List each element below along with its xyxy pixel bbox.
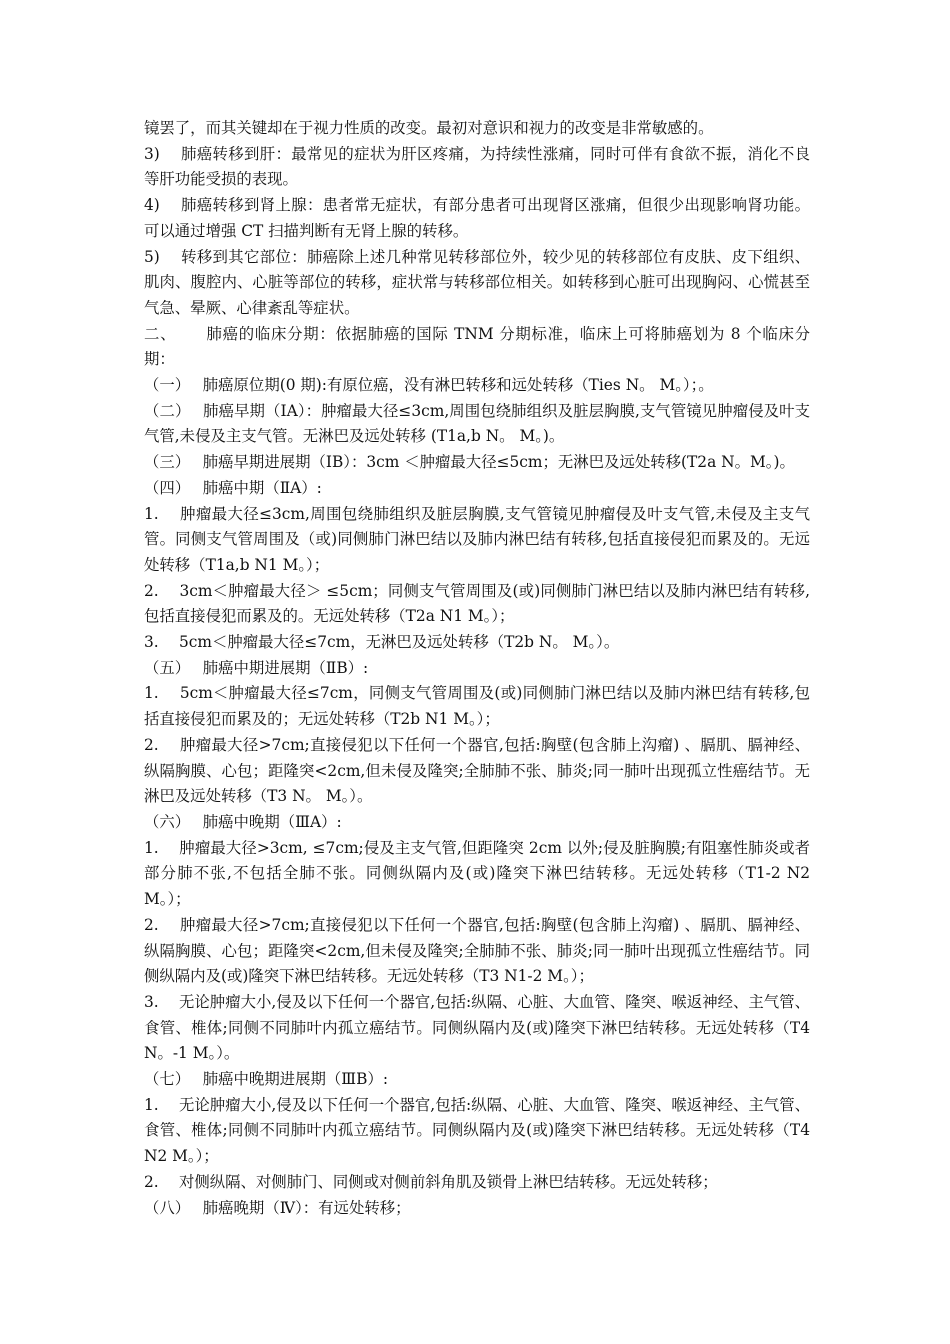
stage-heading: （六） 肺癌中晚期（ⅢA）:: [144, 812, 342, 831]
list-item: 2. 对侧纵隔、对侧肺门、同侧或对侧前斜角肌及锁骨上淋巴结转移。无远处转移；: [144, 1172, 718, 1191]
stage-heading: （二） 肺癌早期（ⅠA）：肿瘤最大径≤3cm,周围包绕肺组织及脏层胸膜,支气管镜见肿瘤侵及叶支气管,未侵及主支气管。无淋巴及远处转移 (T1a,b N。 M。)。: [144, 401, 810, 446]
stage-heading: （三） 肺癌早期进展期（ⅠB）：3cm ＜肿瘤最大径≤5cm；无淋巴及远处转移(T2a N。M。)。: [144, 453, 795, 472]
document-body: [144, 116, 810, 1221]
list-item: 3. 无论肿瘤大小,侵及以下任何一个器官,包括:纵隔、心脏、大血管、隆突、喉返神经、主气管、食管、椎体;同侧不同肺叶内孤立癌结节。同侧纵隔内及(或)隆突下淋巴结转移。无远处转移（T4 N。-1 M。）。: [144, 992, 811, 1063]
stage-heading: （四） 肺癌中期（ⅡA）:: [144, 478, 322, 497]
paragraph: 镜罢了，而其关键却在于视力性质的改变。最初对意识和视力的改变是非常敏感的。: [144, 119, 714, 137]
stage-heading: （七） 肺癌中晚期进展期（ⅢB）:: [144, 1070, 388, 1089]
section-heading: 二、 肺癌的临床分期：依据肺癌的国际 TNM 分期标准，临床上可将肺癌划为 8 个临床分期：: [144, 324, 810, 369]
paragraph: 5) 转移到其它部位：肺癌除上述几种常见转移部位外，较少见的转移部位有皮肤、皮下组织、肌肉、腹腔内、心脏等部位的转移，症状常与转移部位相关。如转移到心脏可出现胸闷、心慌甚至气急、晕厥、心律紊乱等症状。: [144, 247, 810, 317]
list-item: 1. 5cm＜肿瘤最大径≤7cm，同侧支气管周围及(或)同侧肺门淋巴结以及肺内淋巴结有转移,包括直接侵犯而累及的；无远处转移（T2b N1 M。）；: [144, 684, 810, 729]
list-item: 2. 肿瘤最大径>7cm;直接侵犯以下任何一个器官,包括:胸壁(包含肺上沟瘤) 、膈肌、膈神经、纵隔胸膜、心包；距隆突<2cm,但未侵及隆突;全肺肺不张、肺炎;同一肺叶出现孤立性癌结节。无淋巴及远处转移（T3 N。 M。）。: [144, 735, 810, 806]
stage-heading: （八） 肺癌晚期（Ⅳ）：有远处转移；: [144, 1198, 411, 1217]
list-item: 2. 3cm＜肿瘤最大径＞ ≤5cm；同侧支气管周围及(或)同侧肺门淋巴结以及肺内淋巴结有转移,包括直接侵犯而累及的。无远处转移（T2a N1 M。）；: [144, 581, 810, 626]
stage-heading: （一） 肺癌原位期(0 期):有原位癌，没有淋巴转移和远处转移（Ties N。 M。）；。: [144, 376, 714, 395]
list-item: 3. 5cm＜肿瘤最大径≤7cm，无淋巴及远处转移（T2b N。 M。）。: [144, 633, 620, 652]
paragraph: 3) 肺癌转移到肝：最常见的症状为肝区疼痛，为持续性涨痛，同时可伴有食欲不振，消化不良等肝功能受损的表现。: [144, 144, 810, 189]
list-item: 1. 肿瘤最大径>3cm, ≤7cm;侵及主支气管,但距隆突 2cm 以外;侵及脏胸膜;有阻塞性肺炎或者部分肺不张,不包括全肺不张。同侧纵隔内及(或)隆突下淋巴结转移。无远处转移（T1-2 N2 M。）；: [144, 838, 810, 909]
list-item: 1. 肿瘤最大径≤3cm,周围包绕肺组织及脏层胸膜,支气管镜见肿瘤侵及叶支气管,未侵及主支气管。同侧支气管周围及（或)同侧肺门淋巴结以及肺内淋巴结有转移,包括直接侵犯而累及的。无远处转移（T1a,b N1 M。）；: [144, 504, 810, 574]
list-item: 2. 肿瘤最大径>7cm;直接侵犯以下任何一个器官,包括:胸壁(包含肺上沟瘤) 、膈肌、膈神经、纵隔胸膜、心包；距隆突<2cm,但未侵及隆突;全肺肺不张、肺炎;同一肺叶出现孤立性癌结节。同侧纵隔内及(或)隆突下淋巴结转移。无远处转移（T3 N1-2 M。）；: [144, 915, 810, 986]
paragraph: 4) 肺癌转移到肾上腺：患者常无症状，有部分患者可出现肾区涨痛，但很少出现影响肾功能。可以通过增强 CT 扫描判断有无肾上腺的转移。: [144, 196, 810, 240]
list-item: 1. 无论肿瘤大小,侵及以下任何一个器官,包括:纵隔、心脏、大血管、隆突、喉返神经、主气管、食管、椎体;同侧不同肺叶内孤立癌结节。同侧纵隔内及(或)隆突下淋巴结转移。无远处转移（T4 N2 M。）；: [144, 1095, 811, 1166]
stage-heading: （五） 肺癌中期进展期（ⅡB）:: [144, 658, 369, 677]
